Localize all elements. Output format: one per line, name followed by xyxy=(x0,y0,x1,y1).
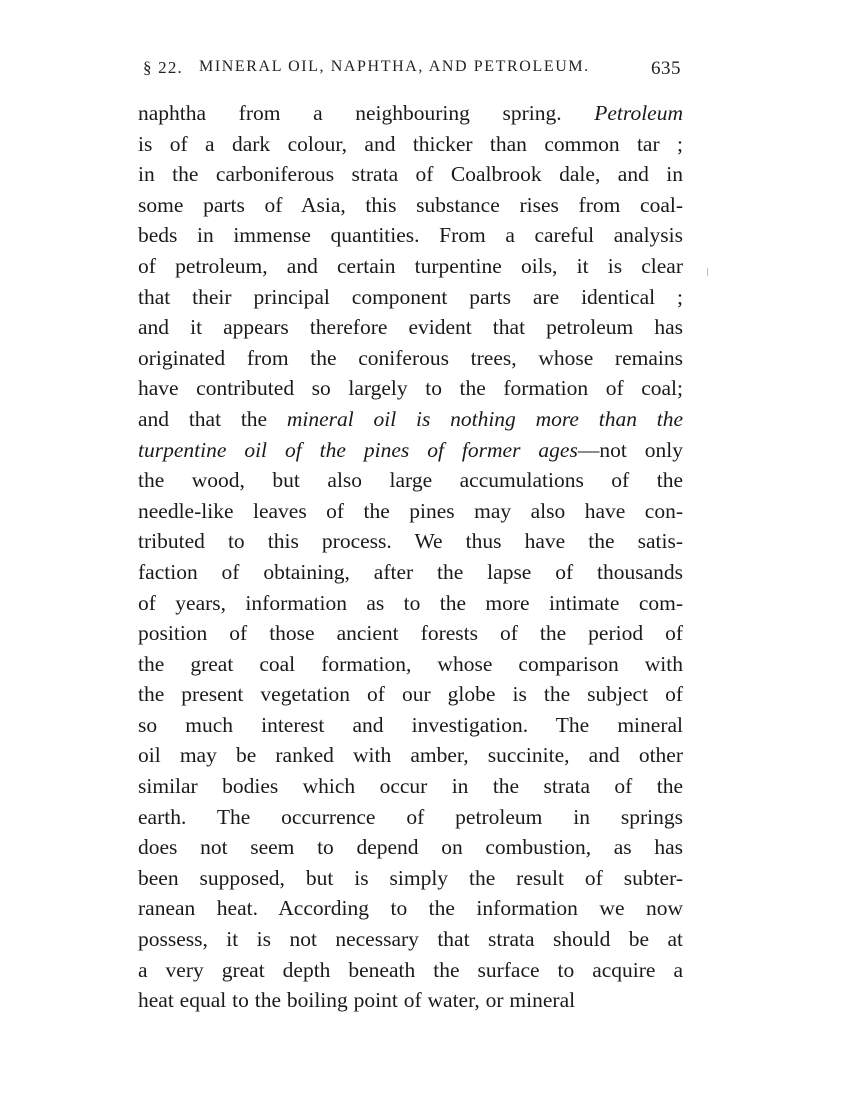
text-span: tributed to this process. We thus have the satis- xyxy=(138,529,683,554)
text-span: position of those ancient forests of the period of xyxy=(138,621,683,646)
text-line xyxy=(138,159,683,190)
text-line xyxy=(138,863,683,894)
text-line xyxy=(138,98,683,129)
italic-text: turpentine oil of the pines of former ages xyxy=(138,437,578,462)
running-head xyxy=(143,58,683,88)
text-line xyxy=(138,373,683,404)
text-span: and that the xyxy=(138,406,287,431)
text-line xyxy=(138,526,683,557)
text-line xyxy=(138,190,683,221)
text-line xyxy=(138,220,683,251)
text-line xyxy=(138,710,683,741)
text-span: heat equal to the boiling point of water, or mineral xyxy=(138,988,576,1013)
text-line xyxy=(138,802,683,833)
text-line xyxy=(138,985,683,1016)
text-span: needle-like leaves of the pines may also have con- xyxy=(138,498,683,523)
text-span: possess, it is not necessary that strata should be at xyxy=(138,927,683,952)
text-line xyxy=(138,557,683,588)
text-span: oil may be ranked with amber, succinite, and other xyxy=(138,743,683,768)
italic-text: Petroleum xyxy=(594,101,683,125)
text-line xyxy=(138,251,683,282)
text-line xyxy=(138,312,683,343)
running-title: MINERAL OIL, NAPHTHA, AND PETROLEUM. xyxy=(199,58,590,75)
text-line xyxy=(138,649,683,680)
text-span: faction of obtaining, after the lapse of thousands xyxy=(138,559,683,584)
text-line xyxy=(138,282,683,313)
text-span: have contributed so largely to the formation of coal; xyxy=(138,376,683,401)
text-span: of years, information as to the more intimate com- xyxy=(138,590,683,615)
text-line xyxy=(138,924,683,955)
text-line xyxy=(138,588,683,619)
text-span: and it appears therefore evident that petroleum has xyxy=(138,315,683,340)
text-span: originated from the coniferous trees, whose remains xyxy=(138,345,683,370)
text-span: is of a dark colour, and thicker than common tar ; xyxy=(138,131,683,156)
section-number: § 22. xyxy=(143,58,183,77)
text-span: does not seem to depend on combustion, as has xyxy=(138,835,683,860)
text-span: been supposed, but is simply the result of subter- xyxy=(138,865,683,890)
text-line xyxy=(138,771,683,802)
text-span: ranean heat. According to the information we now xyxy=(138,896,683,921)
text-span: so much interest and investigation. The mineral xyxy=(138,712,683,737)
text-span: naphtha from a neighbouring spring. xyxy=(138,101,595,125)
text-span: similar bodies which occur in the strata of the xyxy=(138,774,683,799)
text-span: beds in immense quantities. From a careful analysis xyxy=(138,223,683,248)
text-line xyxy=(138,404,683,435)
page-number: 635 xyxy=(651,58,681,79)
text-span: the great coal formation, whose comparison with xyxy=(138,651,683,676)
text-line xyxy=(138,893,683,924)
text-line xyxy=(138,435,683,466)
text-line xyxy=(138,343,683,374)
text-span: the present vegetation of our globe is the subject of xyxy=(138,682,683,707)
text-line xyxy=(138,740,683,771)
text-span: in the carboniferous strata of Coalbrook dale, and in xyxy=(138,162,683,187)
italic-text: mineral oil is nothing more than the xyxy=(286,406,683,431)
text-span: that their principal component parts are identical ; xyxy=(138,284,683,309)
text-line xyxy=(138,129,683,160)
text-span: some parts of Asia, this substance rises from coal- xyxy=(138,192,683,217)
text-line xyxy=(138,679,683,710)
margin-mark xyxy=(707,268,708,276)
text-line xyxy=(138,496,683,527)
text-span: —not only xyxy=(577,437,683,462)
text-span: earth. The occurrence of petroleum in springs xyxy=(138,804,683,829)
body-text xyxy=(138,98,683,1016)
text-span: of petroleum, and certain turpentine oils, it is clear xyxy=(138,253,683,278)
text-line xyxy=(138,618,683,649)
text-line xyxy=(138,465,683,496)
text-span: a very great depth beneath the surface to acquire a xyxy=(138,957,683,982)
text-line xyxy=(138,955,683,986)
text-span: the wood, but also large accumulations of the xyxy=(138,468,683,493)
text-line xyxy=(138,832,683,863)
